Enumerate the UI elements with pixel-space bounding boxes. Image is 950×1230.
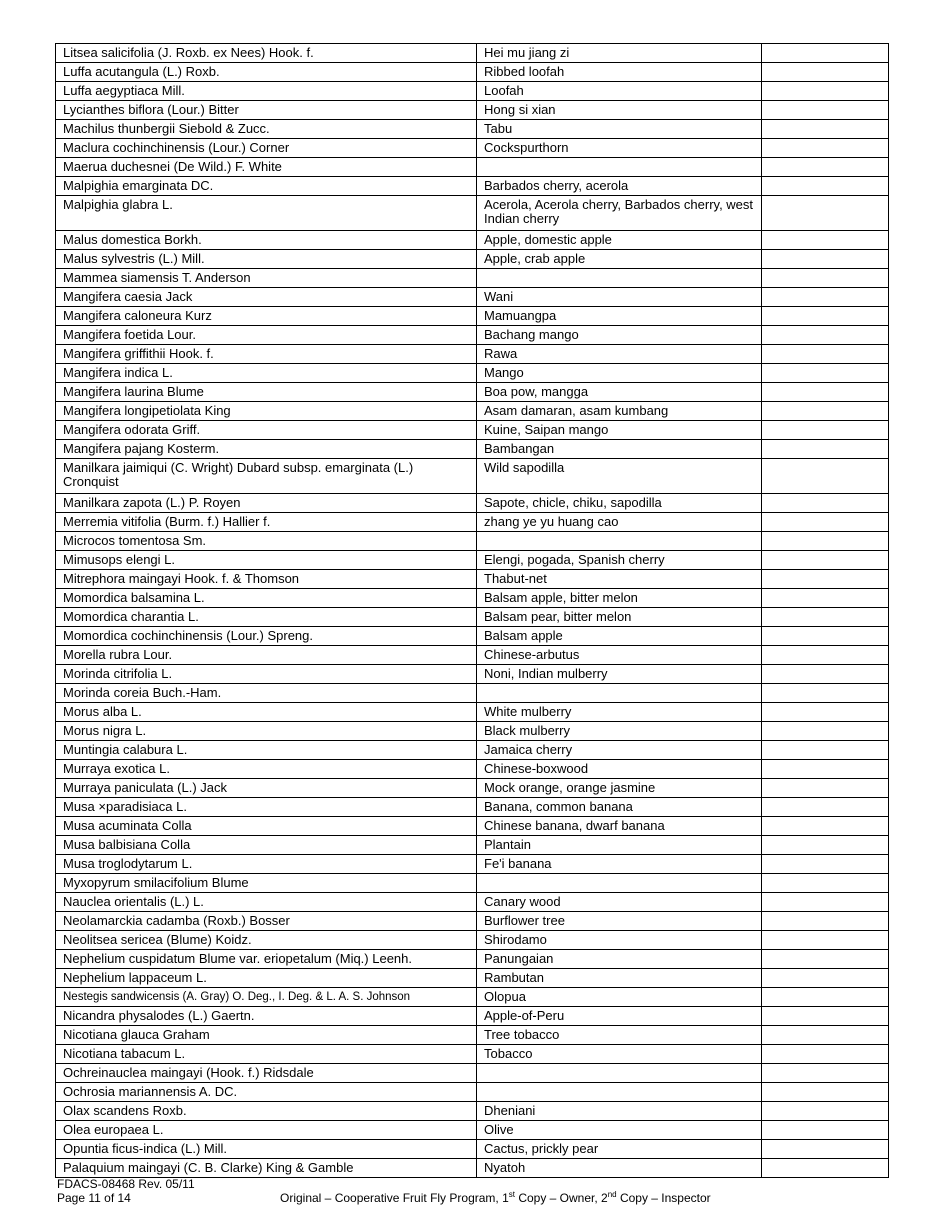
common-name-cell: White mulberry xyxy=(477,703,762,722)
scientific-name-cell: Musa balbisiana Colla xyxy=(56,836,477,855)
scientific-name-cell: Neolamarckia cadamba (Roxb.) Bosser xyxy=(56,912,477,931)
table-row xyxy=(56,1045,889,1064)
table-row xyxy=(56,383,889,402)
scientific-name-cell: Momordica balsamina L. xyxy=(56,589,477,608)
common-name-cell: Nyatoh xyxy=(477,1159,762,1178)
common-name-cell: Balsam apple, bitter melon xyxy=(477,589,762,608)
scientific-name-cell: Olax scandens Roxb. xyxy=(56,1102,477,1121)
scientific-name-cell: Myxopyrum smilacifolium Blume xyxy=(56,874,477,893)
table-row xyxy=(56,950,889,969)
blank-cell xyxy=(762,82,889,101)
table-row xyxy=(56,836,889,855)
common-name-cell: Tree tobacco xyxy=(477,1026,762,1045)
plant-table xyxy=(55,43,889,1178)
common-name-cell: Tabu xyxy=(477,120,762,139)
table-row xyxy=(56,326,889,345)
common-name-cell: Sapote, chicle, chiku, sapodilla xyxy=(477,494,762,513)
table-row xyxy=(56,969,889,988)
common-name-cell: Panungaian xyxy=(477,950,762,969)
common-name-cell: Mango xyxy=(477,364,762,383)
distribution-sup-2: nd xyxy=(607,1190,617,1199)
common-name-cell: zhang ye yu huang cao xyxy=(477,513,762,532)
table-row xyxy=(56,741,889,760)
table-row xyxy=(56,1064,889,1083)
common-name-cell: Kuine, Saipan mango xyxy=(477,421,762,440)
table-row xyxy=(56,250,889,269)
page-number: Page 11 of 14 xyxy=(57,1191,131,1205)
blank-cell xyxy=(762,608,889,627)
common-name-cell: Bachang mango xyxy=(477,326,762,345)
blank-cell xyxy=(762,1083,889,1102)
blank-cell xyxy=(762,307,889,326)
table-row xyxy=(56,1102,889,1121)
scientific-name-cell: Mangifera odorata Griff. xyxy=(56,421,477,440)
scientific-name-cell: Nicotiana glauca Graham xyxy=(56,1026,477,1045)
table-row xyxy=(56,608,889,627)
blank-cell xyxy=(762,44,889,63)
blank-cell xyxy=(762,798,889,817)
scientific-name-cell: Mangifera foetida Lour. xyxy=(56,326,477,345)
table-row xyxy=(56,760,889,779)
blank-cell xyxy=(762,874,889,893)
common-name-cell xyxy=(477,1083,762,1102)
blank-cell xyxy=(762,1007,889,1026)
blank-cell xyxy=(762,101,889,120)
common-name-cell: Hong si xian xyxy=(477,101,762,120)
common-name-cell xyxy=(477,269,762,288)
copy-distribution xyxy=(280,1191,711,1205)
scientific-name-cell: Manilkara jaimiqui (C. Wright) Dubard subsp. emarginata (L.) Cronquist xyxy=(56,459,477,494)
table-row xyxy=(56,627,889,646)
table-row xyxy=(56,158,889,177)
blank-cell xyxy=(762,269,889,288)
table-row xyxy=(56,82,889,101)
blank-cell xyxy=(762,665,889,684)
blank-cell xyxy=(762,158,889,177)
common-name-cell: Cactus, prickly pear xyxy=(477,1140,762,1159)
common-name-cell xyxy=(477,158,762,177)
blank-cell xyxy=(762,969,889,988)
common-name-cell: Elengi, pogada, Spanish cherry xyxy=(477,551,762,570)
common-name-cell: Loofah xyxy=(477,82,762,101)
scientific-name-cell: Mangifera indica L. xyxy=(56,364,477,383)
blank-cell xyxy=(762,288,889,307)
table-row xyxy=(56,139,889,158)
blank-cell xyxy=(762,196,889,231)
scientific-name-cell: Lycianthes biflora (Lour.) Bitter xyxy=(56,101,477,120)
table-row xyxy=(56,364,889,383)
footer-left xyxy=(57,1177,195,1205)
scientific-name-cell: Litsea salicifolia (J. Roxb. ex Nees) Hook. f. xyxy=(56,44,477,63)
common-name-cell xyxy=(477,532,762,551)
table-row xyxy=(56,494,889,513)
table-row xyxy=(56,551,889,570)
table-row xyxy=(56,440,889,459)
table-row xyxy=(56,1121,889,1140)
table-row xyxy=(56,1159,889,1178)
table-row xyxy=(56,646,889,665)
table-row xyxy=(56,307,889,326)
table-row xyxy=(56,589,889,608)
scientific-name-cell: Mangifera caloneura Kurz xyxy=(56,307,477,326)
common-name-cell: Balsam apple xyxy=(477,627,762,646)
blank-cell xyxy=(762,551,889,570)
table-row xyxy=(56,874,889,893)
blank-cell xyxy=(762,402,889,421)
common-name-cell: Wild sapodilla xyxy=(477,459,762,494)
table-row xyxy=(56,1007,889,1026)
blank-cell xyxy=(762,912,889,931)
scientific-name-cell: Momordica charantia L. xyxy=(56,608,477,627)
scientific-name-cell: Musa ×paradisiaca L. xyxy=(56,798,477,817)
blank-cell xyxy=(762,760,889,779)
blank-cell xyxy=(762,1064,889,1083)
blank-cell xyxy=(762,931,889,950)
common-name-cell: Thabut-net xyxy=(477,570,762,589)
blank-cell xyxy=(762,177,889,196)
table-row xyxy=(56,120,889,139)
table-row xyxy=(56,513,889,532)
blank-cell xyxy=(762,1121,889,1140)
blank-cell xyxy=(762,1140,889,1159)
common-name-cell: Rambutan xyxy=(477,969,762,988)
table-row xyxy=(56,988,889,1007)
blank-cell xyxy=(762,364,889,383)
common-name-cell: Black mulberry xyxy=(477,722,762,741)
scientific-name-cell: Nicotiana tabacum L. xyxy=(56,1045,477,1064)
common-name-cell: Boa pow, mangga xyxy=(477,383,762,402)
blank-cell xyxy=(762,1045,889,1064)
common-name-cell: Tobacco xyxy=(477,1045,762,1064)
scientific-name-cell: Olea europaea L. xyxy=(56,1121,477,1140)
distribution-copy-2: Copy – Inspector xyxy=(616,1191,711,1205)
common-name-cell: Apple-of-Peru xyxy=(477,1007,762,1026)
blank-cell xyxy=(762,741,889,760)
blank-cell xyxy=(762,1159,889,1178)
common-name-cell: Hei mu jiang zi xyxy=(477,44,762,63)
blank-cell xyxy=(762,684,889,703)
common-name-cell: Ribbed loofah xyxy=(477,63,762,82)
scientific-name-cell: Morella rubra Lour. xyxy=(56,646,477,665)
blank-cell xyxy=(762,421,889,440)
common-name-cell: Burflower tree xyxy=(477,912,762,931)
table-row xyxy=(56,817,889,836)
scientific-name-cell: Ochreinauclea maingayi (Hook. f.) Ridsdale xyxy=(56,1064,477,1083)
table-row xyxy=(56,288,889,307)
scientific-name-cell: Nephelium cuspidatum Blume var. eriopetalum (Miq.) Leenh. xyxy=(56,950,477,969)
blank-cell xyxy=(762,120,889,139)
scientific-name-cell: Opuntia ficus-indica (L.) Mill. xyxy=(56,1140,477,1159)
blank-cell xyxy=(762,570,889,589)
scientific-name-cell: Muntingia calabura L. xyxy=(56,741,477,760)
scientific-name-cell: Microcos tomentosa Sm. xyxy=(56,532,477,551)
blank-cell xyxy=(762,440,889,459)
blank-cell xyxy=(762,63,889,82)
scientific-name-cell: Luffa aegyptiaca Mill. xyxy=(56,82,477,101)
distribution-copy-1: Copy – Owner, 2 xyxy=(514,1191,608,1205)
scientific-name-cell: Palaquium maingayi (C. B. Clarke) King & Gamble xyxy=(56,1159,477,1178)
scientific-name-cell: Neolitsea sericea (Blume) Koidz. xyxy=(56,931,477,950)
blank-cell xyxy=(762,779,889,798)
table-row xyxy=(56,703,889,722)
scientific-name-cell: Murraya exotica L. xyxy=(56,760,477,779)
blank-cell xyxy=(762,1102,889,1121)
common-name-cell: Wani xyxy=(477,288,762,307)
common-name-cell: Apple, domestic apple xyxy=(477,231,762,250)
common-name-cell xyxy=(477,684,762,703)
common-name-cell: Olopua xyxy=(477,988,762,1007)
scientific-name-cell: Machilus thunbergii Siebold & Zucc. xyxy=(56,120,477,139)
scientific-name-cell: Mangifera laurina Blume xyxy=(56,383,477,402)
blank-cell xyxy=(762,345,889,364)
scientific-name-cell: Nauclea orientalis (L.) L. xyxy=(56,893,477,912)
blank-cell xyxy=(762,855,889,874)
blank-cell xyxy=(762,893,889,912)
table-row xyxy=(56,1026,889,1045)
blank-cell xyxy=(762,513,889,532)
common-name-cell: Olive xyxy=(477,1121,762,1140)
scientific-name-cell: Nephelium lappaceum L. xyxy=(56,969,477,988)
scientific-name-cell: Maclura cochinchinensis (Lour.) Corner xyxy=(56,139,477,158)
scientific-name-cell: Morus alba L. xyxy=(56,703,477,722)
distribution-sup-1: st xyxy=(508,1190,515,1199)
scientific-name-cell: Mangifera pajang Kosterm. xyxy=(56,440,477,459)
table-row xyxy=(56,196,889,231)
scientific-name-cell: Nicandra physalodes (L.) Gaertn. xyxy=(56,1007,477,1026)
common-name-cell: Shirodamo xyxy=(477,931,762,950)
blank-cell xyxy=(762,383,889,402)
scientific-name-cell: Merremia vitifolia (Burm. f.) Hallier f. xyxy=(56,513,477,532)
scientific-name-cell: Musa acuminata Colla xyxy=(56,817,477,836)
blank-cell xyxy=(762,532,889,551)
common-name-cell: Noni, Indian mulberry xyxy=(477,665,762,684)
table-row xyxy=(56,177,889,196)
scientific-name-cell: Mangifera caesia Jack xyxy=(56,288,477,307)
scientific-name-cell: Malpighia glabra L. xyxy=(56,196,477,231)
common-name-cell: Chinese banana, dwarf banana xyxy=(477,817,762,836)
table-row xyxy=(56,722,889,741)
blank-cell xyxy=(762,817,889,836)
table-row xyxy=(56,532,889,551)
blank-cell xyxy=(762,231,889,250)
table-row xyxy=(56,855,889,874)
common-name-cell: Rawa xyxy=(477,345,762,364)
blank-cell xyxy=(762,836,889,855)
common-name-cell: Plantain xyxy=(477,836,762,855)
common-name-cell: Acerola, Acerola cherry, Barbados cherry, west Indian cherry xyxy=(477,196,762,231)
scientific-name-cell: Ochrosia mariannensis A. DC. xyxy=(56,1083,477,1102)
plant-table-body xyxy=(56,44,889,1178)
blank-cell xyxy=(762,589,889,608)
common-name-cell: Apple, crab apple xyxy=(477,250,762,269)
table-row xyxy=(56,931,889,950)
scientific-name-cell: Malus domestica Borkh. xyxy=(56,231,477,250)
table-row xyxy=(56,269,889,288)
common-name-cell: Mamuangpa xyxy=(477,307,762,326)
common-name-cell: Balsam pear, bitter melon xyxy=(477,608,762,627)
scientific-name-cell: Mitrephora maingayi Hook. f. & Thomson xyxy=(56,570,477,589)
scientific-name-cell: Luffa acutangula (L.) Roxb. xyxy=(56,63,477,82)
common-name-cell: Cockspurthorn xyxy=(477,139,762,158)
blank-cell xyxy=(762,627,889,646)
table-row xyxy=(56,1140,889,1159)
scientific-name-cell: Malus sylvestris (L.) Mill. xyxy=(56,250,477,269)
common-name-cell: Barbados cherry, acerola xyxy=(477,177,762,196)
table-row xyxy=(56,402,889,421)
table-row xyxy=(56,421,889,440)
table-row xyxy=(56,44,889,63)
scientific-name-cell: Murraya paniculata (L.) Jack xyxy=(56,779,477,798)
table-row xyxy=(56,231,889,250)
blank-cell xyxy=(762,459,889,494)
table-row xyxy=(56,345,889,364)
scientific-name-cell: Maerua duchesnei (De Wild.) F. White xyxy=(56,158,477,177)
scientific-name-cell: Momordica cochinchinensis (Lour.) Spreng. xyxy=(56,627,477,646)
common-name-cell: Canary wood xyxy=(477,893,762,912)
table-row xyxy=(56,798,889,817)
table-row xyxy=(56,570,889,589)
blank-cell xyxy=(762,950,889,969)
common-name-cell: Dheniani xyxy=(477,1102,762,1121)
table-row xyxy=(56,665,889,684)
form-number: FDACS-08468 Rev. 05/11 xyxy=(57,1177,195,1191)
table-row xyxy=(56,684,889,703)
scientific-name-cell: Mangifera griffithii Hook. f. xyxy=(56,345,477,364)
common-name-cell: Asam damaran, asam kumbang xyxy=(477,402,762,421)
scientific-name-cell: Morus nigra L. xyxy=(56,722,477,741)
table-row xyxy=(56,912,889,931)
blank-cell xyxy=(762,494,889,513)
common-name-cell: Jamaica cherry xyxy=(477,741,762,760)
scientific-name-cell: Morinda citrifolia L. xyxy=(56,665,477,684)
table-row xyxy=(56,893,889,912)
common-name-cell: Chinese-arbutus xyxy=(477,646,762,665)
blank-cell xyxy=(762,1026,889,1045)
blank-cell xyxy=(762,722,889,741)
scientific-name-cell: Mangifera longipetiolata King xyxy=(56,402,477,421)
common-name-cell xyxy=(477,874,762,893)
common-name-cell: Chinese-boxwood xyxy=(477,760,762,779)
scientific-name-cell: Morinda coreia Buch.-Ham. xyxy=(56,684,477,703)
table-row xyxy=(56,63,889,82)
common-name-cell: Banana, common banana xyxy=(477,798,762,817)
common-name-cell: Bambangan xyxy=(477,440,762,459)
blank-cell xyxy=(762,646,889,665)
table-row xyxy=(56,101,889,120)
blank-cell xyxy=(762,326,889,345)
blank-cell xyxy=(762,703,889,722)
blank-cell xyxy=(762,988,889,1007)
common-name-cell xyxy=(477,1064,762,1083)
scientific-name-cell: Musa troglodytarum L. xyxy=(56,855,477,874)
table-row xyxy=(56,459,889,494)
scientific-name-cell: Nestegis sandwicensis (A. Gray) O. Deg., I. Deg. & L. A. S. Johnson xyxy=(56,988,477,1007)
scientific-name-cell: Mammea siamensis T. Anderson xyxy=(56,269,477,288)
blank-cell xyxy=(762,139,889,158)
common-name-cell: Mock orange, orange jasmine xyxy=(477,779,762,798)
scientific-name-cell: Malpighia emarginata DC. xyxy=(56,177,477,196)
table-row xyxy=(56,779,889,798)
blank-cell xyxy=(762,250,889,269)
common-name-cell: Fe'i banana xyxy=(477,855,762,874)
table-row xyxy=(56,1083,889,1102)
distribution-original: Original – Cooperative Fruit Fly Program, 1 xyxy=(280,1191,509,1205)
scientific-name-cell: Mimusops elengi L. xyxy=(56,551,477,570)
scientific-name-cell: Manilkara zapota (L.) P. Royen xyxy=(56,494,477,513)
